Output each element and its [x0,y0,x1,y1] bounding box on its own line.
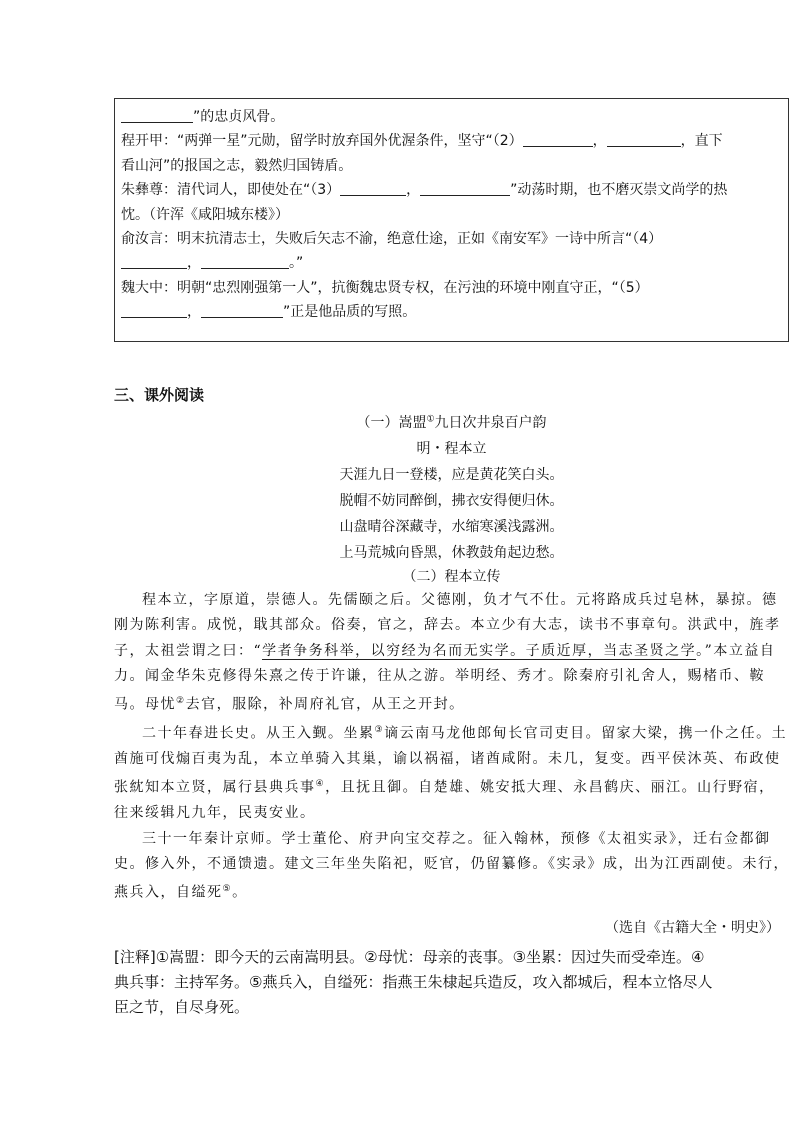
fill-in-box [114,98,789,342]
box-line-1: ”的忠贞风骨。 [121,105,782,129]
underlined-quote: 学者争务科举，以穷经为名而无实学。子质近厚，当志圣贤之学 [262,642,697,659]
answer-blank[interactable] [420,181,510,196]
answer-blank[interactable] [121,108,193,123]
answer-blank[interactable] [340,181,406,196]
section-title: 三、课外阅读 [114,386,205,404]
box-line-4: 朱彝尊：清代词人，即使处在“（3） ， ”动荡时期，也不磨灭崇文尚学的热 [121,182,728,199]
answer-blank[interactable] [607,132,681,147]
box-line-5: 忱。（许浑《咸阳城东楼》） [121,206,289,223]
poem-title: （一）嵩盟①九日次井泉百户韵 [356,414,547,431]
poem-author: 明・程本立 [416,441,487,457]
answer-blank[interactable] [201,254,289,269]
annotations: [注释]①嵩盟：即今天的云南嵩明县。②母忧：母亲的丧事。③坐累：因过失而受牵连。④典兵事：主持军务。⑤燕兵入，自缢死：指燕王朱棣起兵造反，攻入都城后，程本立恪尽人臣之节，自尽身死。 [114,948,713,1016]
box-line-9: ， ”正是他品质的写照。 [121,300,782,324]
poem-line: 脱帽不妨同醉倒，拂衣安得便归休。 [339,493,564,509]
poem-line: 上马荒城向昏黑，休教鼓角起边愁。 [339,545,564,561]
answer-blank[interactable] [523,132,593,147]
bio-paragraph-3: 三十一年秦计京师。学士董伦、府尹向宝交荐之。征入翰林，预修《太祖实录》，迁右佥都御史。修入外，不通馈遗。建文三年坐失陷祀，贬官，仍留纂修。《实录》成，出为江西副使。未行，燕兵入，自缢死⑤。 [114,830,789,901]
bio-paragraph-1: 程本立，字原道，崇德人。先儒颐之后。父德刚，负才气不仕。元将路成兵过皂林，暴掠。德刚为陈利害。成悦，戢其部众。俗奏，官之，辞去。本立少有大志，读书不事章句。洪武中，旌孝子，太祖尝谓之曰：“学者争务科举，以穷经为名而无实学。子质近厚，当志圣贤之学。”本立益自力。闻金华朱克修得朱熹之传于许谦，往从之游。举明经、秀才。除秦府引礼舍人，赐楮币、鞍马。母忧②去官，服除，补周府礼官，从王之开封。 [114,592,781,713]
box-line-8: 魏大中：明朝“忠烈刚强第一人”，抗衡魏忠贤专权，在污浊的环境中刚直守正，“（5） [121,279,649,296]
bio-paragraph-2: 二十年春进长史。从王入觐。坐累③谪云南马龙他郎甸长官司吏目。留家大梁，携一仆之任。土酋施可伐煽百夷为乱，本立单骑入其巢，谕以祸福，诸酋咸附。未几，复变。西平侯沐英、布政使张紞知本立贤，属行县典兵事④，且抚且御。自楚雄、姚安抵大理、永昌鹤庆、丽江。山行野宿，往来绥辑凡九年，民夷安业。 [114,725,788,822]
poem-line: 天涯九日一登楼，应是黄花笑白头。 [339,467,564,483]
answer-blank[interactable] [121,254,187,269]
biography-text [114,588,789,906]
box-line-6: 俞汝言：明末抗清志士，失败后矢志不渝，绝意仕途，正如《南安军》一诗中所言“（4） [121,231,663,248]
biography-title: （二）程本立传 [402,569,501,585]
answer-blank[interactable] [121,303,187,318]
box-line-7: ， 。” [121,251,782,275]
answer-blank[interactable] [201,303,283,318]
source-citation: （选自《古籍大全・明史》） [605,920,780,936]
box-line-3: 看山河”的报国之志，毅然归国铸盾。 [121,157,353,174]
poem-line: 山盘晴谷深藏寺，水缩寒溪浅露洲。 [339,519,564,535]
box-line-2: 程开甲：“两弹一星”元勋，留学时放弃国外优渥条件，坚守“（2） ， ，直下 [121,133,723,150]
